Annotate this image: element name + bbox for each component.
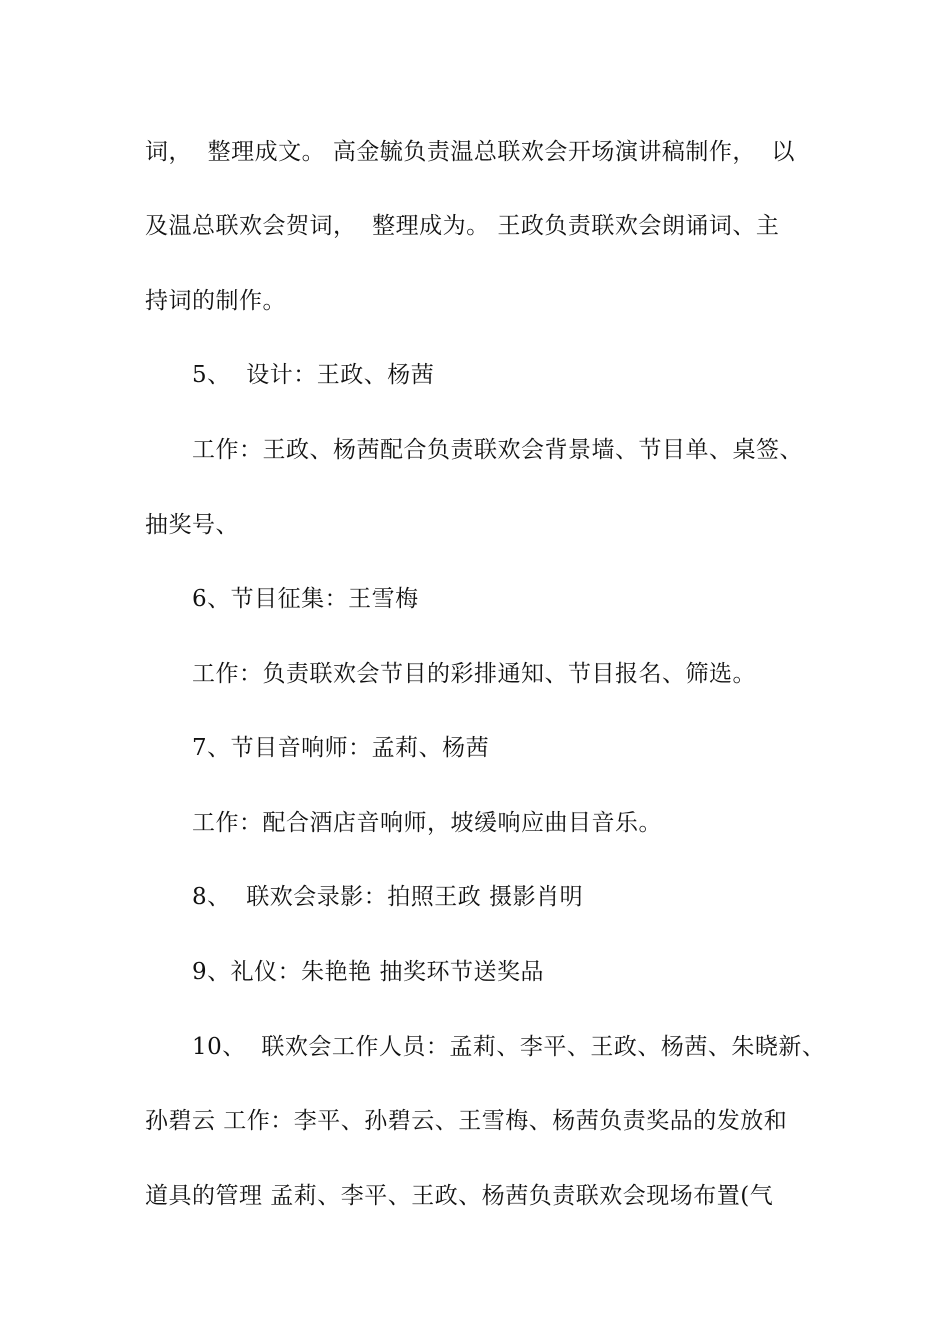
text-line: 及温总联欢会贺词， 整理成为。 王政负责联欢会朗诵词、主 [145,213,780,239]
text-line: 词， 整理成文。 高金毓负责温总联欢会开场演讲稿制作， 以 [145,139,796,165]
text-line: 道具的管理 孟莉、李平、王政、杨茜负责联欢会现场布置(气 [145,1183,774,1209]
text-line: 工作：配合酒店音响师，坡缓响应曲目音乐。 [192,810,662,836]
section-heading: 9、礼仪：朱艳艳 抽奖环节送奖品 [192,959,544,985]
section-heading: 5、 设计：王政、杨茜 [192,362,435,388]
text-line: 工作：负责联欢会节目的彩排通知、节目报名、筛选。 [192,661,756,687]
text-line: 工作：王政、杨茜配合负责联欢会背景墙、节目单、桌签、 [192,437,803,463]
text-line: 抽奖号、 [145,512,239,538]
section-heading: 8、 联欢会录影：拍照王政 摄影肖明 [192,884,584,910]
text-line: 孙碧云 工作：李平、孙碧云、王雪梅、杨茜负责奖品的发放和 [145,1108,788,1134]
section-heading: 10、 联欢会工作人员：孟莉、李平、王政、杨茜、朱晓新、 [192,1034,826,1060]
section-heading: 6、节目征集：王雪梅 [192,586,419,612]
text-line: 持词的制作。 [145,288,286,314]
section-heading: 7、节目音响师：孟莉、杨茜 [192,735,490,761]
